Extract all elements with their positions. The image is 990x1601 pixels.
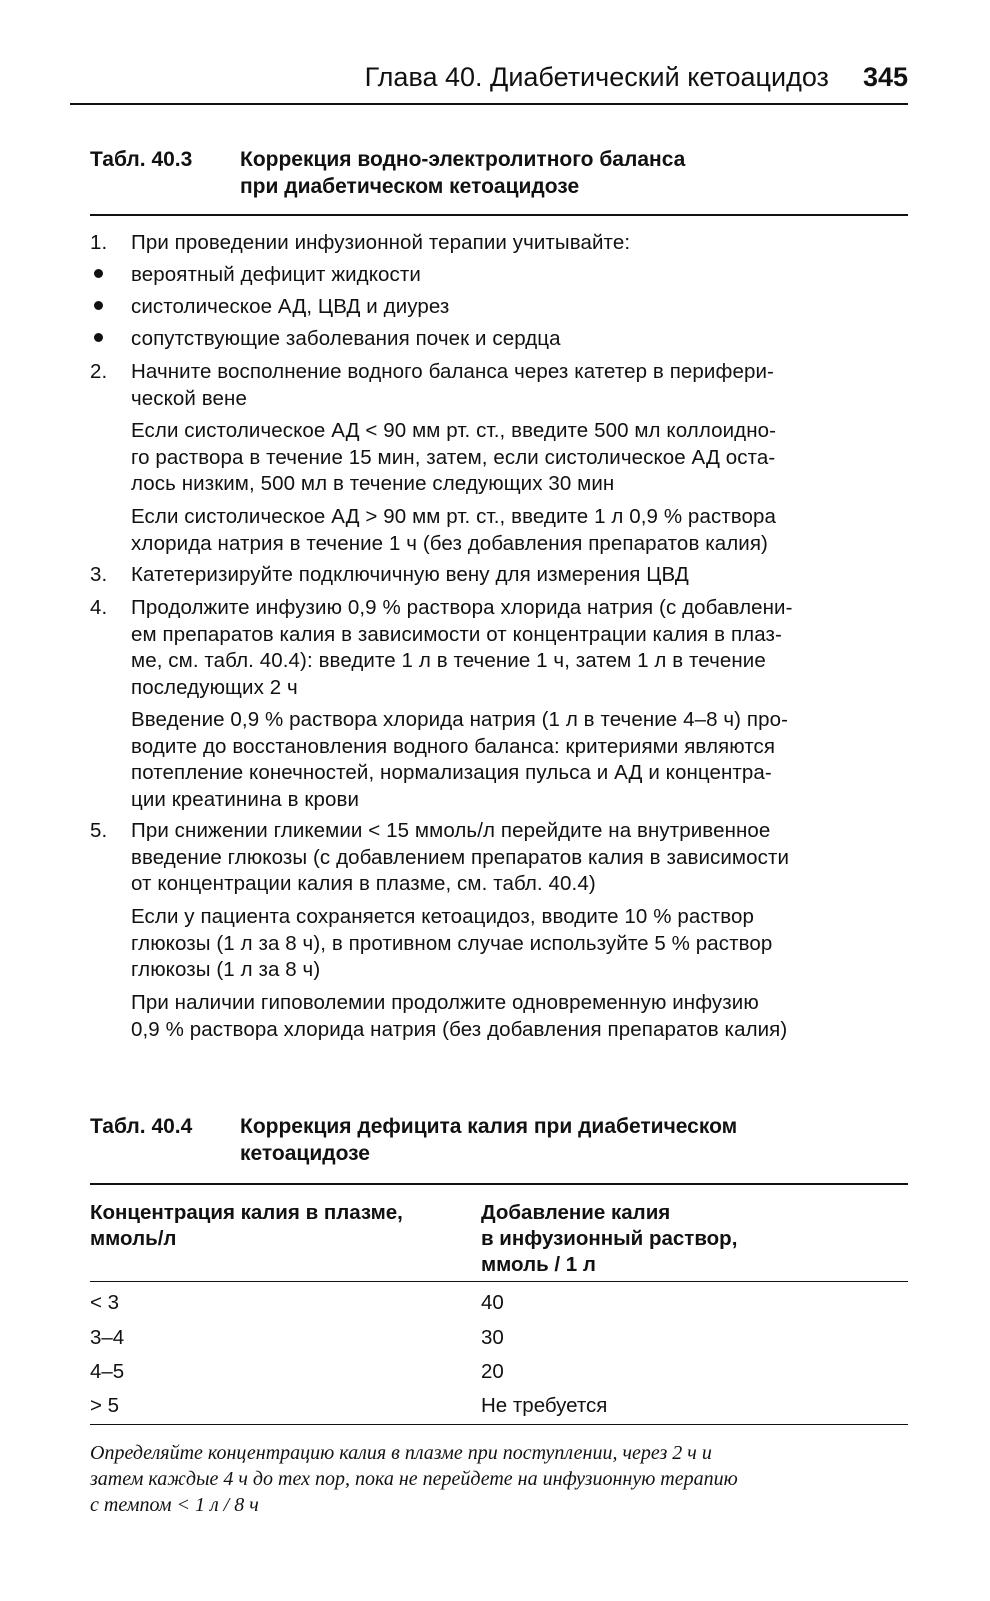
item-text xyxy=(131,595,901,701)
text-line: глюкозы (1 л за 8 ч) xyxy=(131,958,321,981)
table-title xyxy=(240,1113,890,1167)
column-header-addition xyxy=(481,1200,891,1278)
text-line: глюкозы (1 л за 8 ч), в противном случае используйте 5 % раствор xyxy=(131,931,773,955)
paragraph xyxy=(131,707,891,813)
text-line: с темпом < 1 л / 8 ч xyxy=(90,1494,259,1516)
header-rule xyxy=(70,103,908,105)
bullet-text: систолическое АД, ЦВД и диурез xyxy=(131,295,450,318)
text-line: затем каждые 4 ч до тех пор, пока не перейдете на инфузионную терапию xyxy=(90,1468,738,1490)
text-line: Если систолическое АД > 90 мм рт. ст., введите 1 л 0,9 % раствора xyxy=(131,505,777,528)
header-rule xyxy=(90,1281,908,1282)
text-line: 0,9 % раствора хлорида натрия (без добавления препаратов калия) xyxy=(131,1017,788,1041)
item-text xyxy=(131,818,901,898)
text-line: лось низким, 500 мл в течение следующих 30 мин xyxy=(131,472,615,495)
text-line: Определяйте концентрацию калия в плазме при поступлении, через 2 ч и xyxy=(90,1442,712,1464)
table-number: Табл. 40.4 xyxy=(90,1115,193,1138)
paragraph xyxy=(131,418,891,498)
header-line: ммоль/л xyxy=(90,1227,177,1250)
table-cell-addition: 20 xyxy=(481,1360,504,1383)
table-cell-addition: Не требуется xyxy=(481,1394,608,1417)
text-line: последующих 2 ч xyxy=(131,675,298,699)
header-line: Добавление калия xyxy=(481,1201,671,1224)
bullet-icon xyxy=(94,269,103,278)
bullet-text: сопутствующие заболевания почек и сердца xyxy=(131,327,561,350)
text-line: потепление конечностей, нормализация пульса и АД и концентра- xyxy=(131,761,772,784)
table-cell-concentration: < 3 xyxy=(90,1291,120,1314)
text-line: ем препаратов калия в зависимости от концентрации калия в плаз- xyxy=(131,622,782,646)
table-title-line: кетоацидозе xyxy=(240,1142,370,1165)
bullet-text: вероятный дефицит жидкости xyxy=(131,263,421,286)
text-line: Начните восполнение водного баланса через катетер в перифери- xyxy=(131,360,774,383)
header-line: ммоль / 1 л xyxy=(481,1253,596,1276)
text-line: Если систолическое АД < 90 мм рт. ст., введите 500 мл коллоидно- xyxy=(131,419,777,442)
table-title-line: Коррекция дефицита калия при диабетическом xyxy=(240,1115,738,1138)
text-line: хлорида натрия в течение 1 ч (без добавления препаратов калия) xyxy=(131,531,768,555)
header-line: в инфузионный раствор, xyxy=(481,1227,738,1250)
item-number: 5. xyxy=(90,819,108,842)
text-line: При наличии гиповолемии продолжите одновременную инфузию xyxy=(131,991,759,1014)
item-text: Катетеризируйте подключичную вену для измерения ЦВД xyxy=(131,563,689,586)
table-top-rule xyxy=(90,214,908,216)
table-footnote xyxy=(90,1440,895,1518)
table-title-line: при диабетическом кетоацидозе xyxy=(240,175,580,198)
table-cell-addition: 30 xyxy=(481,1326,504,1349)
text-line: водите до восстановления водного баланса: критериями являются xyxy=(131,734,776,758)
text-line: го раствора в течение 15 мин, затем, если систолическое АД оста- xyxy=(131,445,776,469)
text-line: Введение 0,9 % раствора хлорида натрия (1 л в течение 4–8 ч) про- xyxy=(131,708,789,731)
table-cell-concentration: > 5 xyxy=(90,1394,120,1417)
table-title-line: Коррекция водно-электролитного баланса xyxy=(240,148,686,171)
paragraph xyxy=(131,504,891,557)
text-line: При снижении гликемии < 15 ммоль/л перейдите на внутривенное xyxy=(131,819,771,842)
text-line: введение глюкозы (с добавлением препаратов калия в зависимости xyxy=(131,845,789,869)
item-number: 4. xyxy=(90,596,108,619)
bullet-icon xyxy=(94,301,103,310)
paragraph xyxy=(131,990,891,1043)
text-line: ции креатинина в крови xyxy=(131,787,359,811)
item-text: При проведении инфузионной терапии учитывайте: xyxy=(131,231,631,254)
table-number: Табл. 40.3 xyxy=(90,148,193,171)
header-line: Концентрация калия в плазме, xyxy=(90,1201,403,1224)
table-top-rule xyxy=(90,1183,908,1185)
running-header xyxy=(70,62,908,93)
item-number: 3. xyxy=(90,563,108,586)
item-number: 2. xyxy=(90,360,108,383)
paragraph xyxy=(131,904,891,984)
table-cell-concentration: 3–4 xyxy=(90,1326,125,1349)
text-line: ческой вене xyxy=(131,386,247,410)
table-cell-addition: 40 xyxy=(481,1291,504,1314)
text-line: Если у пациента сохраняется кетоацидоз, вводите 10 % раствор xyxy=(131,905,754,928)
item-text xyxy=(131,359,901,412)
item-number: 1. xyxy=(90,231,108,254)
column-header-concentration xyxy=(90,1200,460,1252)
page-number: 345 xyxy=(862,62,908,92)
text-line: от концентрации калия в плазме, см. табл. 40.4) xyxy=(131,872,596,895)
table-title xyxy=(240,146,890,200)
bullet-icon xyxy=(94,333,103,342)
text-line: ме, см. табл. 40.4): введите 1 л в течение 1 ч, затем 1 л в течение xyxy=(131,649,766,672)
table-bottom-rule xyxy=(90,1424,908,1425)
chapter-title: Глава 40. Диабетический кетоацидоз xyxy=(364,62,829,92)
text-line: Продолжите инфузию 0,9 % раствора хлорида натрия (с добавлени- xyxy=(131,596,793,619)
table-cell-concentration: 4–5 xyxy=(90,1360,125,1383)
